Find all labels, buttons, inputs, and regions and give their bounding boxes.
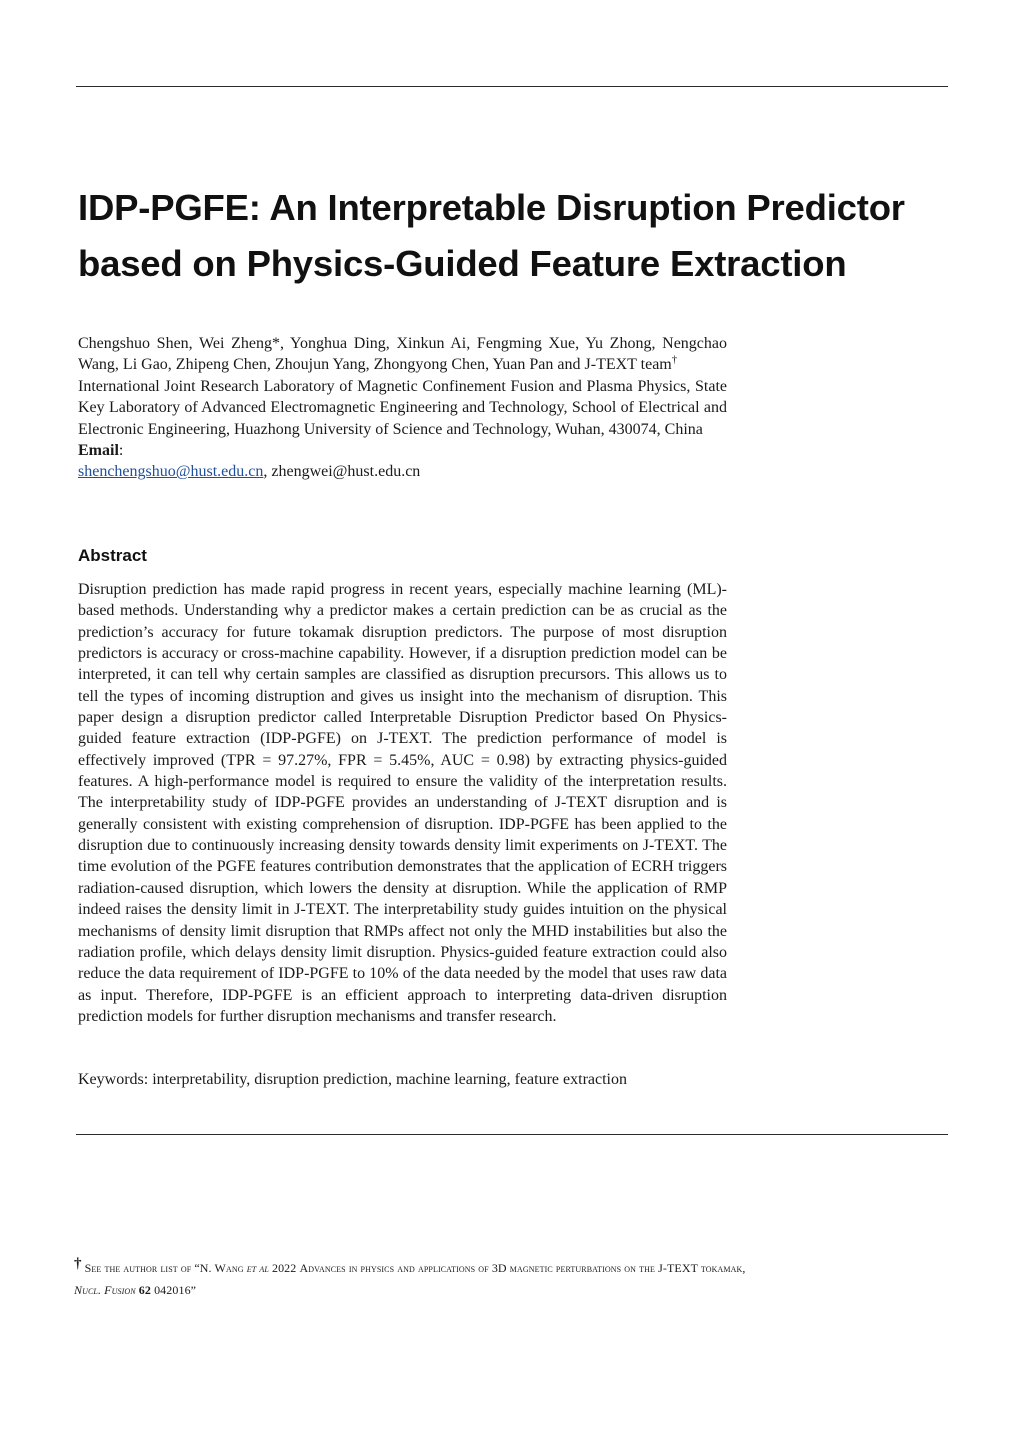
title-line-2: based on Physics-Guided Feature Extraction [78,243,847,284]
bottom-rule [76,1134,948,1135]
footnote-see-text: See the author list of “N. Wang [84,1261,244,1275]
top-rule [76,86,948,87]
footnote-volume: 62 [138,1283,151,1297]
email-label: Email [78,442,119,460]
footnote [74,1257,950,1301]
footnote-mark: † [74,1256,82,1272]
email-secondary: zhengwei@hust.edu.cn [271,463,421,481]
authors-text: Chengshuo Shen, Wei Zheng*, Yonghua Ding, Xinkun Ai, Fengming Xue, Yu Zhong, Nengchao Wang, Li Gao, Zhipeng Chen, Zhoujun Yang, Zhongyong Chen, Yuan Pan and J-TEXT team [78,335,727,374]
author-list [78,333,727,376]
footnote-journal: Nucl. Fusion [74,1283,136,1297]
front-matter [78,333,727,483]
footnote-article-title: Advances in physics and applications of 3D magnetic perturbations on the J-TEXT tokamak, [299,1261,746,1275]
paper-title [78,180,958,292]
email-link-primary[interactable]: shenchengshuo@hust.edu.cn [78,463,264,481]
email-colon: : [118,442,124,460]
abstract-body: Disruption prediction has made rapid progress in recent years, especially machine learning (ML)-based methods. Understanding why a predictor makes a certain prediction can be as crucial as the prediction’s accuracy for future tokamak disruption predictors. The purpose of most disruption predictors is accuracy or cross-machine capability. However, if a disruption prediction model can be interpreted, it can tell why certain samples are classified as disruption precursors. This allows us to tell the types of incoming distruption and gives us insight into the mechanism of disruption. This paper design a disruption predictor called Interpretable Disruption Predictor based On Physics-guided feature extraction (IDP-PGFE) on J-TEXT. The prediction performance of model is effectively improved (TPR = 97.27%, FPR = 5.45%, AUC = 0.98) by extracting physics-guided features. A high-performance model is required to ensure the validity of the interpretation results. The interpretability study of IDP-PGFE provides an understanding of J-TEXT disruption and is generally consistent with existing comprehension of disruption. IDP-PGFE has been applied to the disruption due to continuously increasing density towards density limit experiments on J-TEXT. The time evolution of the PGFE features contribution demonstrates that the application of ECRH triggers radiation-caused disruption, which lowers the density at disruption. While the application of RMP indeed raises the density limit in J-TEXT. The interpretability study guides intuition on the physical mechanisms of density limit disruption that RMPs affect not only the MHD instabilities but also the radiation profile, which delays density limit disruption. Physics-guided feature extraction could also reduce the data requirement of IDP-PGFE to 10% of the data needed by the model that uses raw data as input. Therefore, IDP-PGFE is an efficient approach to interpreting data-driven disruption prediction models for further disruption mechanisms and transfer research. [78,581,727,1025]
keywords: Keywords: interpretability, disruption prediction, machine learning, feature extraction [78,1071,627,1088]
footnote-year: 2022 [271,1261,297,1275]
footnote-et-al: et al [246,1261,269,1275]
footnote-article-no: 042016” [154,1283,197,1297]
email-label-line [78,440,727,461]
title-line-1: IDP-PGFE: An Interpretable Disruption Predictor [78,187,905,228]
email-line [78,461,727,482]
email-separator: , [263,463,272,481]
abstract-heading: Abstract [78,546,147,565]
dagger-mark: † [671,354,678,367]
affiliation: International Joint Research Laboratory of Magnetic Confinement Fusion and Plasma Physics, State Key Laboratory of Advanced Electromagnetic Engineering and Technology, School of Electrical and Electronic Engineering, Huazhong University of Science and Technology, Wuhan, 430074, China [78,377,727,438]
